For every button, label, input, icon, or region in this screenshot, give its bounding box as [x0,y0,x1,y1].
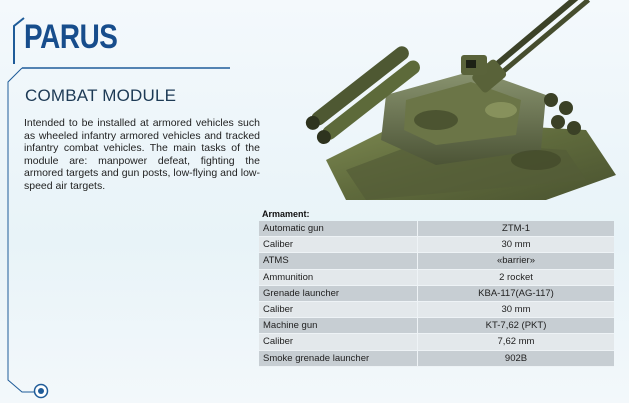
table-row [259,253,614,269]
param-cell: Caliber [259,334,418,350]
value-cell: KT-7,62 (PKT) [418,318,615,334]
nav-marker-icon[interactable] [33,383,49,399]
armament-table [259,221,614,367]
param-cell: Smoke grenade launcher [259,350,418,366]
value-cell: 30 mm [418,301,615,317]
param-cell: Ammunition [259,269,418,285]
value-cell: 7,62 mm [418,334,615,350]
armament-heading: Armament: [262,209,310,219]
param-cell: Grenade launcher [259,285,418,301]
combat-module-image [286,0,629,200]
table-row [259,237,614,253]
table-row [259,221,614,237]
value-cell: 902B [418,350,615,366]
param-cell: Machine gun [259,318,418,334]
table-row [259,334,614,350]
table-row [259,350,614,366]
param-cell: Caliber [259,301,418,317]
value-cell: 30 mm [418,237,615,253]
param-cell: Caliber [259,237,418,253]
param-cell: Automatic gun [259,221,418,237]
table-row [259,301,614,317]
value-cell: ZTM-1 [418,221,615,237]
page-title: PARUS [24,18,118,56]
table-row [259,269,614,285]
param-cell: ATMS [259,253,418,269]
table-row [259,285,614,301]
table-row [259,318,614,334]
page-subtitle: COMBAT MODULE [25,86,177,105]
value-cell: 2 rocket [418,269,615,285]
description-text: Intended to be installed at armored vehicles such as wheeled infantry armored vehicles and tracked infantry combat vehicles. The main tasks of the module are: manpower defeat, fighting the armored targets and gun posts, low-flying and low-speed air targets. [24,117,260,192]
value-cell: KBA-117(AG-117) [418,285,615,301]
value-cell: «barrier» [418,253,615,269]
